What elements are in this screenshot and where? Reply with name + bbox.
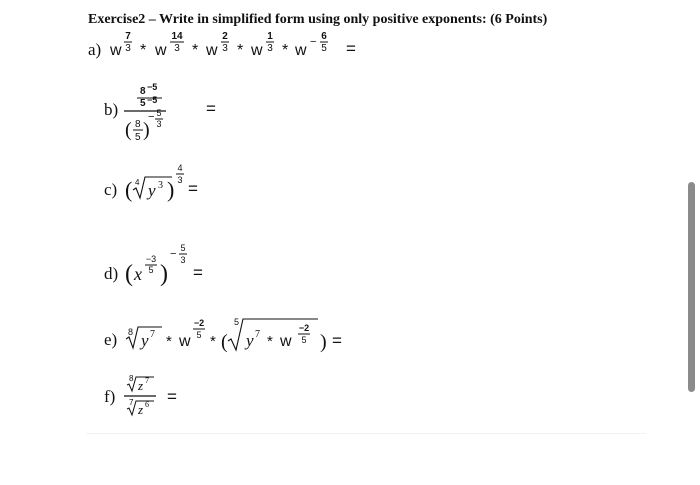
d-outer-exp-den: 3 [180,255,186,265]
problem-d [104,242,224,295]
e-root2-index: 5 [234,317,240,327]
problem-a-expression [88,32,378,66]
problem-e-expression [104,315,364,357]
a-term4-base: w [251,42,263,59]
a-term3-base: w [206,42,218,59]
f-num-base: z [138,378,144,393]
b-den-lparen: ( [125,119,132,141]
problem-e [104,315,364,362]
c-outer-exp-den: 3 [177,175,183,185]
a-op4: * [282,42,289,59]
d-outer-exp-sign: − [170,248,177,260]
a-term2-base: w [155,42,167,59]
problem-f-expression [104,372,194,424]
c-equals: = [188,179,198,198]
a-op3: * [237,42,244,59]
f-den-index: 7 [129,398,134,407]
a-term5-exp-den: 5 [321,43,327,54]
e-op3: * [267,333,273,350]
e-w-exp-num: −2 [193,318,205,328]
c-outer-exp-num: 4 [177,163,183,173]
f-num-index: 8 [129,374,134,383]
problem-d-expression [104,242,224,290]
problem-f [104,372,194,429]
d-outer-exp-num: 5 [180,243,186,253]
e-lparen: ( [221,331,228,353]
c-radicand-base: y [148,181,156,200]
problem-d-label: d) [104,264,119,283]
b-den-rparen: ) [143,119,150,141]
f-den-base: z [138,402,144,417]
b-num-bottom: 5 [140,98,146,109]
e-equals: = [332,331,342,350]
a-term2-exp-num: 14 [171,31,183,42]
problem-b-expression [104,84,234,156]
a-term2-exp-den: 3 [174,43,180,54]
a-term5-base: w [295,42,307,59]
d-equals: = [193,263,203,282]
e-root1-base: y [141,331,149,350]
problem-c-expression [104,163,224,205]
a-op1: * [140,42,147,59]
a-term1-exp-den: 3 [125,43,131,54]
vertical-scrollbar[interactable] [688,182,695,392]
problem-a [88,32,378,71]
e-rparen: ) [320,331,327,353]
e-root2-exp: 7 [255,329,260,340]
f-den-exp: 6 [145,400,149,409]
exercise-title: Exercise2 – Write in simplified form using only positive exponents: (6 Points) [88,12,548,27]
f-num-exp: 7 [145,376,149,385]
c-lparen: ( [125,177,133,202]
e-op1: * [166,333,172,350]
e-w2-base: w [280,333,292,350]
problem-b-label: b) [104,100,119,119]
problem-a-label: a) [88,40,102,59]
a-op2: * [192,42,199,59]
e-op2: * [210,333,216,350]
a-equals: = [346,39,356,58]
e-w2-exp-num: −2 [298,323,310,333]
e-w-base: w [179,333,191,350]
problem-c-label: c) [104,180,118,199]
d-inner-exp-den: 5 [148,265,154,275]
e-root1-exp: 7 [150,329,155,340]
b-num-top: 8 [140,86,146,97]
b-den-exp-num: 5 [156,108,162,118]
b-num-bottom-exp: −5 [147,95,158,105]
b-den-exp-sign: − [148,111,155,123]
b-num-top-exp: −5 [147,82,158,92]
d-lparen: ( [125,261,133,287]
c-radicand-exp: 3 [158,180,163,191]
a-term5-exp-num: 6 [321,31,327,42]
b-den-frac-den: 5 [135,132,141,143]
problem-e-label: e) [104,330,118,349]
a-term5-exp-sign: − [310,36,317,48]
f-equals: = [167,387,177,406]
problem-c [104,163,224,210]
e-root1-index: 8 [128,327,134,337]
d-inner-exp-num: −3 [145,254,157,264]
a-term3-exp-den: 3 [222,43,228,54]
problem-f-label: f) [104,387,116,406]
a-term1-exp-num: 7 [125,31,131,42]
c-root-index: 4 [135,178,140,187]
e-w-exp-den: 5 [196,330,202,340]
a-term4-exp-den: 3 [267,43,273,54]
e-w2-exp-den: 5 [301,335,307,345]
d-base: x [134,264,142,284]
divider [86,433,646,434]
c-rparen: ) [167,177,175,202]
e-root2-base: y [246,331,254,350]
problem-b [104,84,234,161]
a-term4-exp-num: 1 [267,31,273,42]
a-term3-exp-num: 2 [222,31,228,42]
a-term1-base: w [110,42,122,59]
d-rparen: ) [160,261,168,287]
b-den-frac-num: 8 [135,119,141,130]
b-equals: = [206,99,216,118]
b-den-exp-den: 3 [156,119,162,129]
